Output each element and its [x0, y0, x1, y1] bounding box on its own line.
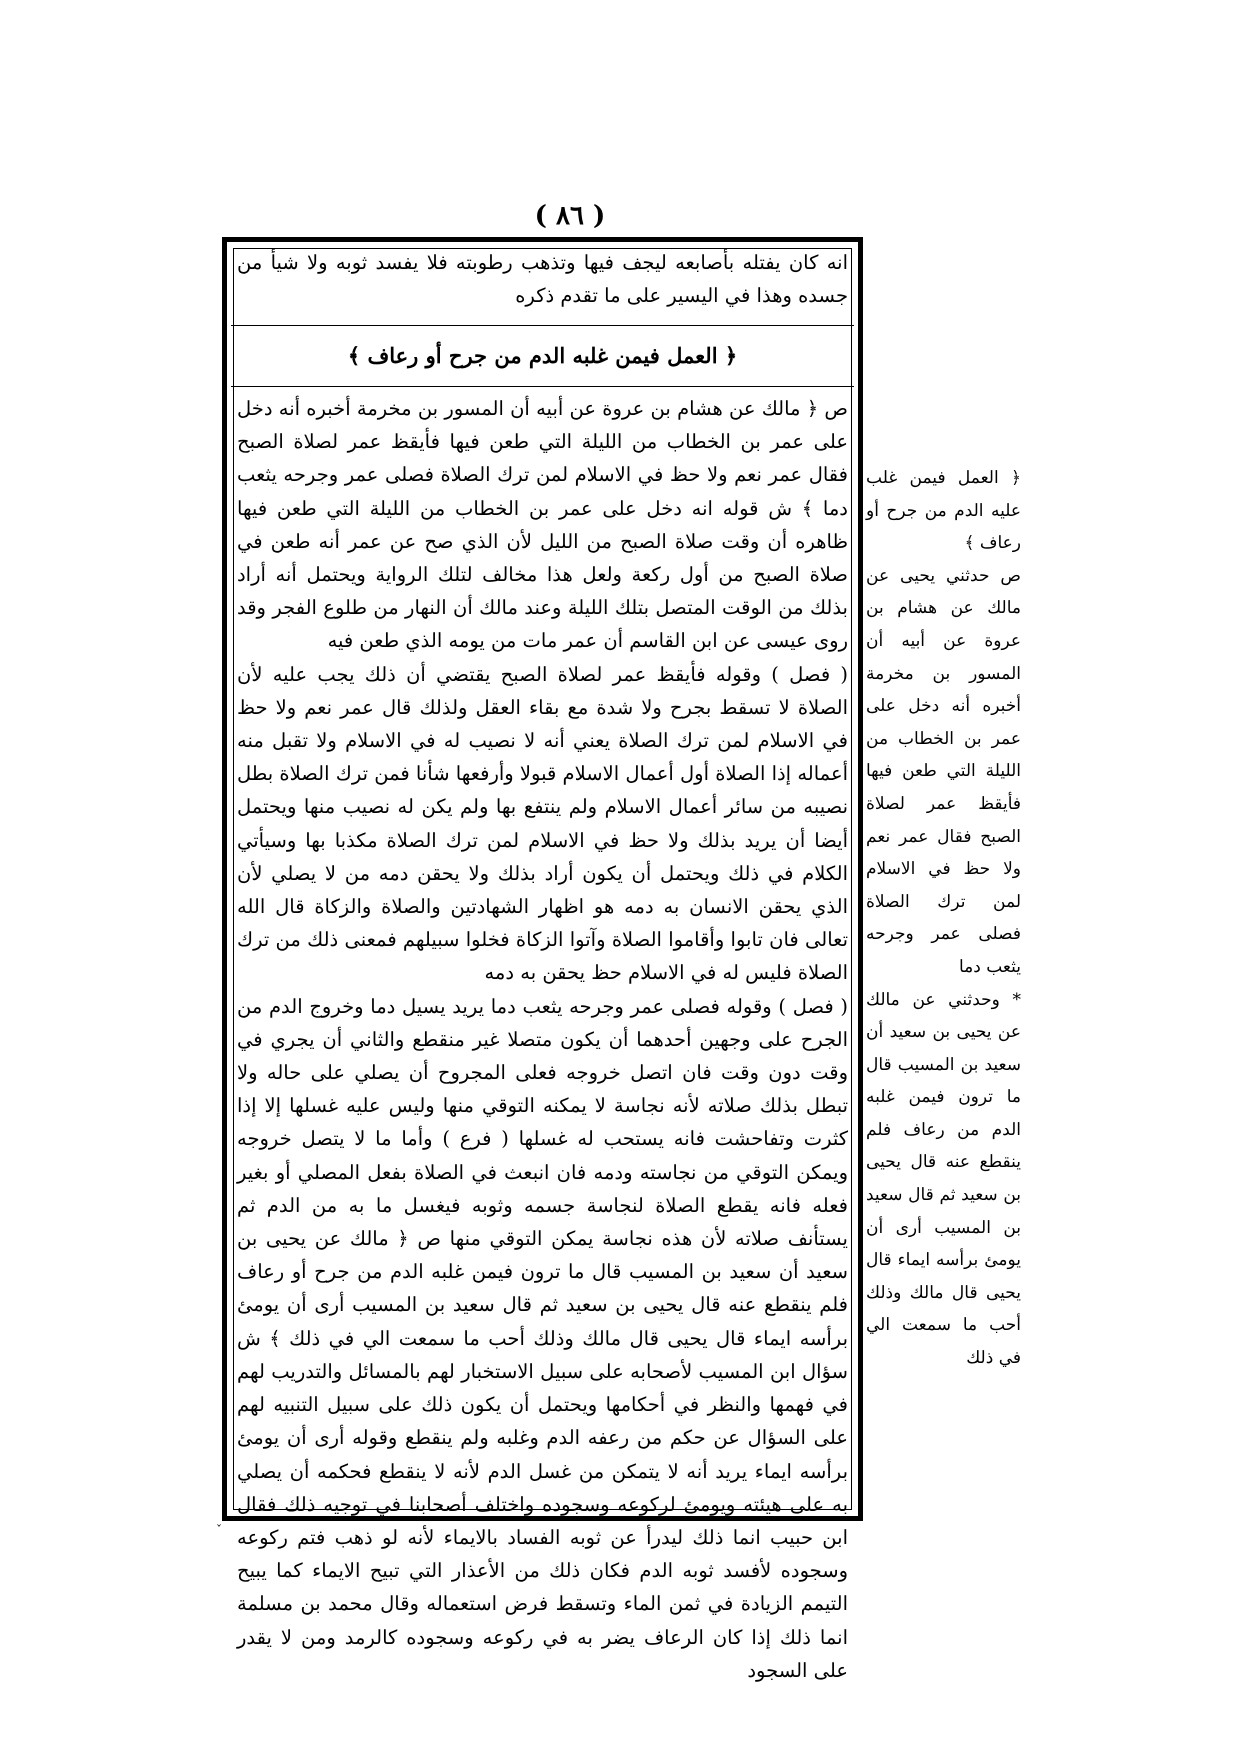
intro-text: انه كان يفتله بأصابعه ليجف فيها وتذهب رطوبته فلا يفسد ثوبه ولا شيأ من جسده وهذا في اليسير على ما تقدم ذكره [237, 251, 848, 308]
margin-hadith-2: * وحدثني عن مالك عن يحيى بن سعيد أن سعيد بن المسيب قال ما ترون فيمن غلبه الدم من رعاف فلم ينقطع عنه قال يحيى بن سعيد ثم قال سعيد بن المسيب أرى أن يومئ برأسه ايماء قال يحيى قال مالك وذلك أحب ما سمعت الي في ذلك [866, 989, 1021, 1369]
margin-heading: ﴿ العمل فيمن غلب عليه الدم من جرح أو رعاف ﴾ [866, 468, 1021, 554]
page-number: ( ٨٦ ) [534, 201, 606, 231]
divider-top [231, 325, 854, 326]
paragraph-2: ( فصل ) وقوله فأيقظ عمر لصلاة الصبح يقتضي أن ذلك يجب عليه لأن الصلاة لا تسقط بجرح ولا شدة مع بقاء العقل ولذلك قال عمر نعم ولا حظ في الاسلام لمن ترك الصلاة يعني أنه لا نصيب له في الاسلام ولا تقبل منه أعماله إذا الصلاة أول أعمال الاسلام قبولا وأرفعها شأنا فمن ترك الصلاة بطل نصيبه من سائر أعمال الاسلام ولم ينتفع بها ولم يكن له نصيب منها ويحتمل أيضا أن يريد بذلك ولا حظ في الاسلام لمن ترك الصلاة مكذبا بها وسيأتي الكلام في ذلك ويحتمل أن يكون أراد بذلك ولا يحقن دمه من لا يصلي لأن الذي يحقن الانسان به دمه هو اظهار الشهادتين والصلاة والزكاة قال الله تعالى فان تابوا وأقاموا الصلاة وآتوا الزكاة فخلوا سبيلهم فمعنى ذلك من ترك الصلاة فليس له في الاسلام حظ يحقن به دمه [237, 662, 848, 985]
paragraph-3: ( فصل ) وقوله فصلى عمر وجرحه يثعب دما يريد يسيل دما وخروج الدم من الجرح على وجهين أحدهما أن يكون متصلا غير منقطع والثاني أن يجري في وقت دون وقت فان اتصل خروجه فعلى المجروح أن يصلي على حاله ولا تبطل بذلك صلاته لأنه نجاسة لا يمكنه التوقي منها وليس عليه غسلها إلا إذا كثرت وتفاحشت فانه يستحب له غسلها ( فرع ) وأما ما لا يتصل خروجه ويمكن التوقي من نجاسته ودمه فان انبعث في الصلاة بفعل المصلي أو بغير فعله فانه يقطع الصلاة لنجاسة جسمه وثوبه فيغسل ما به من الدم ثم يستأنف صلاته لأن هذه نجاسة يمكن التوقي منها ص ﴿ مالك عن يحيى بن سعيد أن سعيد بن المسيب قال ما ترون فيمن غلبه الدم من جرح أو رعاف فلم ينقطع عنه قال يحيى بن سعيد ثم قال سعيد بن المسيب أرى أن يومئ برأسه ايماء قال يحيى قال مالك وذلك أحب ما سمعت الي في ذلك ﴾ ش سؤال ابن المسيب لأصحابه على سبيل الاستخبار لهم بالمسائل والتدريب لهم في فهمها والنظر في أحكامها ويحتمل أن يكون ذلك على سبيل التنبيه لهم على السؤال عن حكم من رعفه الدم وغلبه ولم ينقطع وقوله أرى أن يومئ برأسه ايماء يريد أنه لا يتمكن من غسل الدم لأنه لا ينقطع فحكمه أن يصلي به على هيئته ويومئ لركوعه وسجوده واختلف أصحابنا في توجيه ذلك فقال ابن حبيب انما ذلك ليدرأ عن ثوبه الفساد بالايماء لأنه لو ذهب فتم ركوعه وسجوده لأفسد ثوبه الدم فكان ذلك من الأعذار التي تبيح الايماء كما يبيح التيمم الزيادة في ثمن الماء وتسقط فرض استعماله وقال محمد بن مسلمة انما ذلك إذا كان الرعاف يضر به في ركوعه وسجوده كالرمد ومن لا يقدر على السجود [237, 994, 848, 1682]
section-heading: ﴿ العمل فيمن غلبه الدم من جرح أو رعاف ﴾ [347, 343, 738, 368]
paragraph-1: ص ﴿ مالك عن هشام بن عروة عن أبيه أن المسور بن مخرمة أخبره أنه دخل على عمر بن الخطاب من الليلة التي طعن فيها فأيقظ عمر لصلاة الصبح فقال عمر نعم ولا حظ في الاسلام لمن ترك الصلاة فصلى عمر وجرحه يثعب دما ﴾ ش قوله انه دخل على عمر بن الخطاب من الليلة التي طعن فيها ظاهره أن وقت صلاة الصبح من الليل لأن الذي صح عن عمر أنه طعن في صلاة الصبح من أول ركعة ولعل هذا مخالف لتلك الرواية ويحتمل أنه أراد بذلك من الوقت المتصل بتلك الليلة وعند مالك أن النهار من طلوع الفجر وقد روى عيسى عن ابن القاسم أن عمر مات من يومه الذي طعن فيه [237, 397, 848, 653]
margin-hadith-1: ص حدثني يحيى عن مالك عن هشام بن عروة عن أبيه أن المسور بن مخرمة أخبره أنه دخل على عمر بن الخطاب من الليلة التي طعن فيها فأيقظ عمر لصلاة الصبح فقال عمر نعم ولا حظ في الاسلام لمن ترك الصلاة فصلى عمر وجرحه يثعب دما [866, 565, 1021, 977]
divider-bottom [231, 386, 854, 387]
margin-text-column [866, 462, 1021, 1369]
main-text-frame [222, 237, 863, 1682]
scan-mark: ˇ [216, 1523, 222, 1537]
commentary-body [237, 392, 848, 1682]
